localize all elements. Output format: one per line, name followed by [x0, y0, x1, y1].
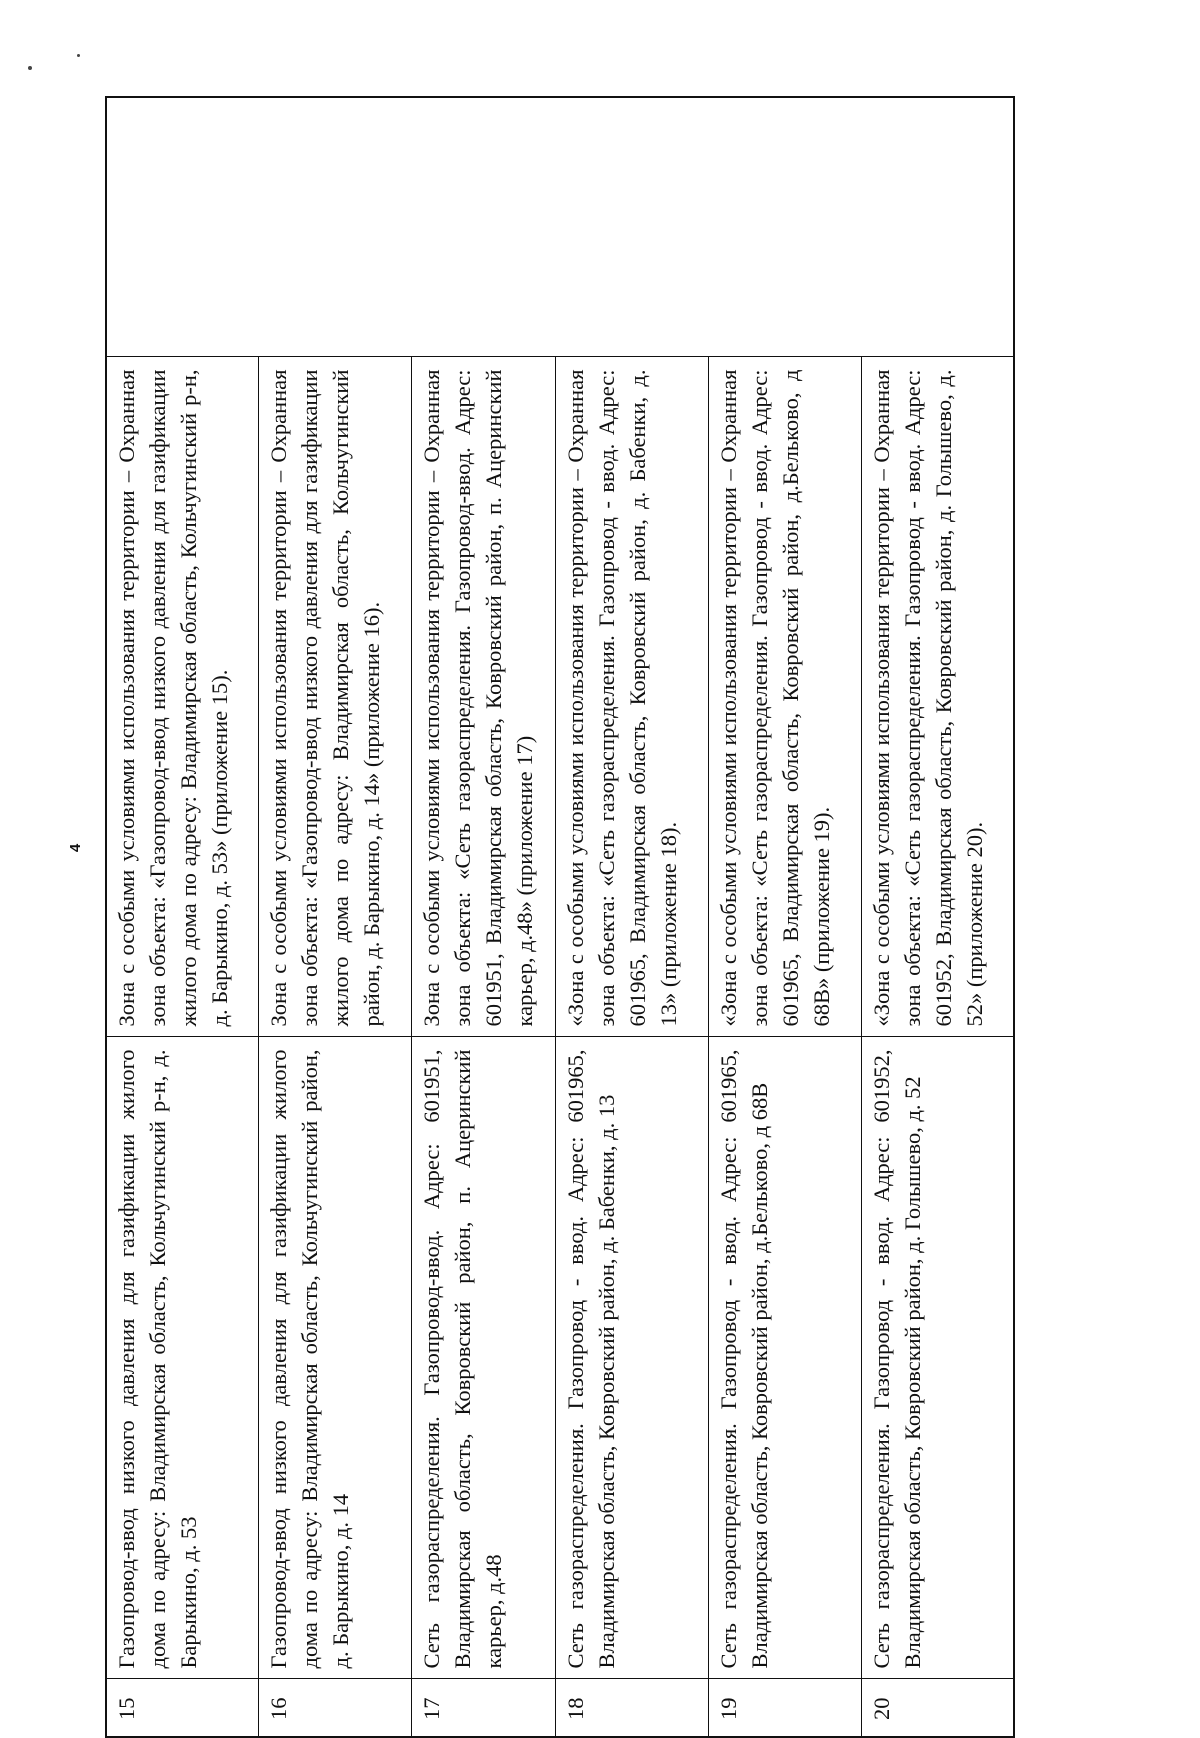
object-description: Газопровод-ввод низкого давления для газификации жилого дома по адресу: Владимирская область, Кольчугинский район, д. Барыкино, д. 14 [259, 1037, 412, 1679]
table-row [861, 97, 1014, 1737]
object-description: Сеть газораспределения. Газопровод - ввод. Адрес: 601965, Владимирская область, Ковровский район, д. Бабенки, д. 13 [555, 1037, 708, 1679]
object-description: Сеть газораспределения. Газопровод - ввод. Адрес: 601965, Владимирская область, Ковровский район, д.Бельково, д 68В [708, 1037, 861, 1679]
table-row [259, 97, 412, 1737]
empty-cell [259, 97, 412, 357]
row-number: 20 [861, 1679, 1014, 1737]
object-description: Сеть газораспределения. Газопровод-ввод. Адрес: 601951, Владимирская область, Ковровский район, п. Ацеринский карьер, д.48 [412, 1037, 556, 1679]
table-row [412, 97, 556, 1737]
empty-cell [412, 97, 556, 357]
zone-description: Зона с особыми условиями использования территории – Охранная зона объекта: «Газопровод-ввод низкого давления для газификации жилого дома по адресу: Владимирская область, Кольчугинский р-н, д. Барыкино, д. 53» (приложение 15). [106, 357, 259, 1037]
row-number: 17 [412, 1679, 556, 1737]
zone-description: Зона с особыми условиями использования территории – Охранная зона объекта: «Сеть газораспределения. Газопровод-ввод. Адрес: 601951, Владимирская область, Ковровский район, п. Ацеринский карьер, д.48» (приложение 17) [412, 357, 556, 1037]
row-number: 19 [708, 1679, 861, 1737]
page-number: 4 [67, 843, 84, 853]
empty-cell [708, 97, 861, 357]
scan-speck [77, 54, 80, 57]
row-number: 15 [106, 1679, 259, 1737]
object-description: Газопровод-ввод низкого давления для газификации жилого дома по адресу: Владимирская область, Кольчугинский р-н, д. Барыкино, д. 53 [106, 1037, 259, 1679]
zone-description: «Зона с особыми условиями использования территории – Охранная зона объекта: «Сеть газораспределения. Газопровод - ввод. Адрес: 601952, Владимирская область, Ковровский район, д. Голышево, д. 52» (приложение 20). [861, 357, 1014, 1037]
zone-description: Зона с особыми условиями использования территории – Охранная зона объекта: «Газопровод-ввод низкого давления для газификации жилого дома по адресу: Владимирская область, Кольчугинский район, д. Барыкино, д. 14» (приложение 16). [259, 357, 412, 1037]
zone-description: «Зона с особыми условиями использования территории – Охранная зона объекта: «Сеть газораспределения. Газопровод - ввод. Адрес: 601965, Владимирская область, Ковровский район, д.Бельково, д 68В» (приложение 19). [708, 357, 861, 1037]
empty-cell [555, 97, 708, 357]
zone-description: «Зона с особыми условиями использования территории – Охранная зона объекта: «Сеть газораспределения. Газопровод - ввод. Адрес: 601965, Владимирская область, Ковровский район, д. Бабенки, д. 13» (приложение 18). [555, 357, 708, 1037]
row-number: 16 [259, 1679, 412, 1737]
object-description: Сеть газораспределения. Газопровод - ввод. Адрес: 601952, Владимирская область, Ковровский район, д. Голышево, д. 52 [861, 1037, 1014, 1679]
table-row [106, 97, 259, 1737]
empty-cell [861, 97, 1014, 357]
register-table [105, 96, 1015, 1738]
table-row [555, 97, 708, 1737]
empty-cell [106, 97, 259, 357]
table-row [708, 97, 861, 1737]
row-number: 18 [555, 1679, 708, 1737]
scan-speck [28, 66, 32, 70]
rotated-table-wrapper [105, 98, 1015, 1738]
